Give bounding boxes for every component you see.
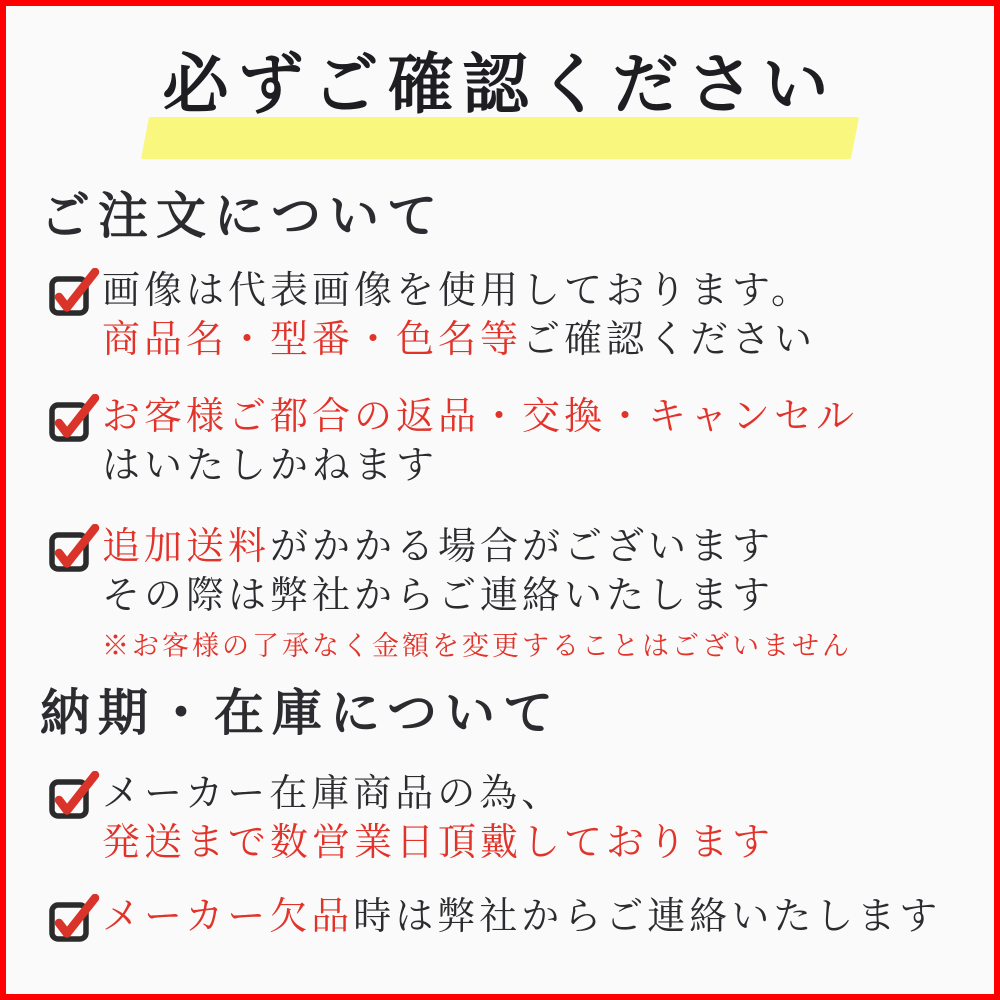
checklist-item-maker-stock (48, 770, 774, 868)
item-text (102, 523, 852, 662)
item-text (102, 770, 774, 868)
checklist-item-maker-shortage (48, 893, 941, 942)
text-segment: メーカー在庫商品の為、 (102, 773, 564, 815)
checklist-item-returns (48, 393, 858, 491)
item-text (102, 893, 941, 942)
item-line (102, 770, 774, 819)
item-line (102, 819, 774, 868)
price-change-note: ※お客様の了承なく金額を変更することはございません (102, 631, 852, 661)
item-line (102, 442, 858, 491)
item-text (102, 267, 816, 365)
title-block (6, 36, 994, 136)
checked-checkbox-icon (48, 268, 100, 316)
item-line (102, 572, 852, 621)
item-line (102, 893, 941, 942)
text-segment: その際は弊社からご連絡いたします (102, 575, 775, 617)
item-line (102, 393, 858, 442)
item-line (102, 267, 816, 316)
checked-checkbox-icon (48, 894, 100, 942)
page-title: 必ずご確認ください (162, 49, 838, 122)
item-line (102, 523, 852, 572)
checked-checkbox-icon (48, 524, 100, 572)
text-segment: がかかる場合がございます (270, 526, 775, 568)
text-segment-red: お客様ご都合の返品・交換・キャンセル (102, 396, 859, 438)
checked-checkbox-icon (48, 394, 100, 442)
item-text (102, 393, 858, 491)
text-segment: ご確認ください (522, 319, 817, 361)
checklist-item-extra-shipping (48, 523, 852, 662)
checked-checkbox-icon (48, 771, 100, 819)
text-segment-red: 追加送料 (102, 526, 271, 568)
text-segment: はいたしかねます (102, 445, 439, 487)
section-heading-stock: 納期・在庫について (40, 685, 561, 741)
checklist-item-representative-image (48, 267, 816, 365)
item-line (102, 316, 816, 365)
text-segment-red: 発送まで数営業日頂戴しております (102, 822, 775, 864)
text-segment: 画像は代表画像を使用しております。 (102, 270, 813, 312)
text-segment: 時は弊社からご連絡いたします (353, 896, 942, 938)
text-segment-red: 商品名・型番・色名等 (102, 319, 523, 361)
section-heading-order: ご注文について (40, 188, 445, 244)
text-segment-red: メーカー欠品 (102, 896, 354, 938)
